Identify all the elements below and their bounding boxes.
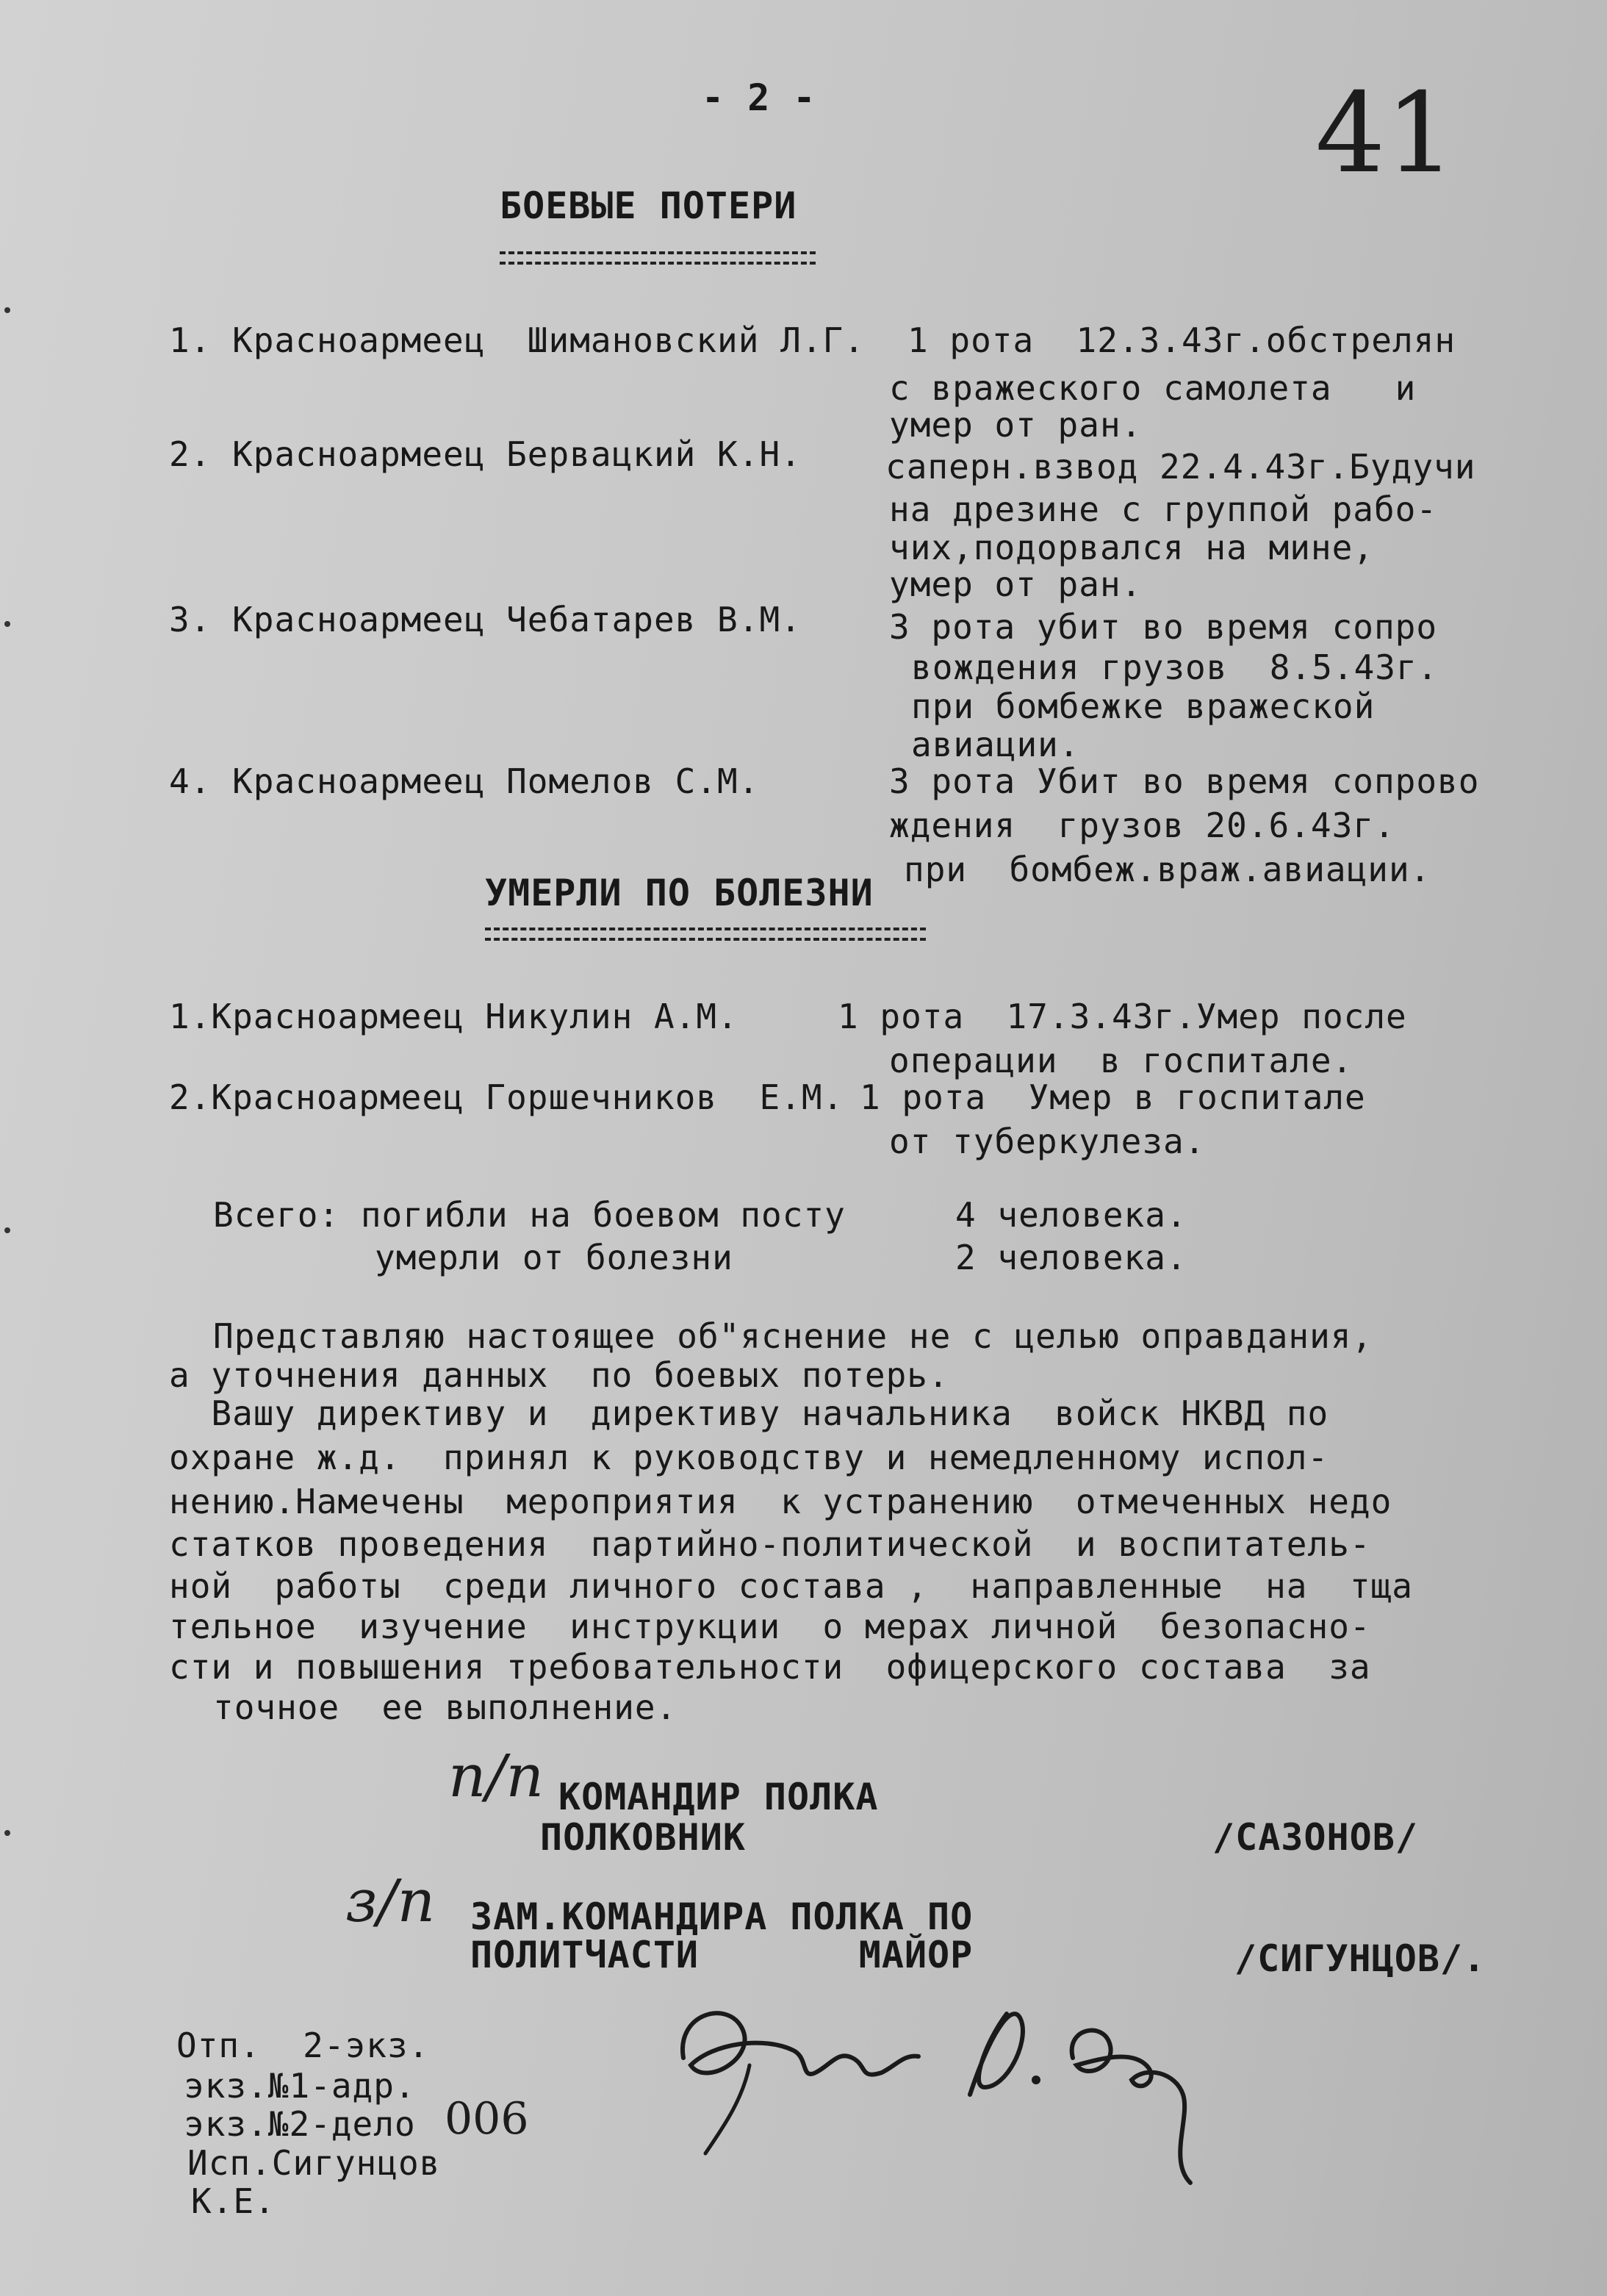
loss-detail-line: ждения грузов 20.6.43г. — [889, 806, 1395, 845]
signature-role: КОМАНДИР ПОЛКА — [558, 1776, 879, 1818]
died-of-illness-title: УМЕРЛИ ПО БОЛЕЗНИ — [485, 872, 874, 914]
loss-detail-line: умер от ран. — [889, 564, 1143, 604]
loss-detail-line: при бомбеж.враж.авиации. — [904, 850, 1431, 889]
paragraph-line: тельное изучение инструкции о мерах личной безопасно- — [169, 1607, 1371, 1646]
handwritten-signature — [661, 1970, 1279, 2190]
margin-speck — [4, 307, 10, 313]
signature-mark: п/п — [448, 1742, 544, 1810]
loss-detail-line: 3 рота Убит во время сопрово — [889, 761, 1480, 801]
distribution-line: экз.№1-адр. — [184, 2066, 416, 2106]
illness-detail-line: операции в госпитале. — [889, 1041, 1353, 1080]
loss-detail-line: на дрезине с группой рабо- — [889, 489, 1438, 529]
paragraph-line: Вашу директиву и директиву начальника войск НКВД по — [169, 1393, 1329, 1433]
signature-rank: ПОЛКОВНИК — [540, 1816, 746, 1859]
totals-label: умерли от болезни — [375, 1238, 733, 1277]
paragraph-line: статков проведения партийно-политической и воспитатель- — [169, 1524, 1371, 1564]
loss-person: 2. Красноармеец Бервацкий К.Н. — [169, 434, 802, 474]
paragraph-line: нению.Намечены мероприятия к устранению отмеченных недо — [169, 1482, 1392, 1521]
totals-value: 2 человека. — [955, 1238, 1187, 1277]
title-underline — [485, 928, 926, 941]
paragraph-line: охране ж.д. принял к руководству и немедленному испол- — [169, 1438, 1329, 1477]
margin-speck — [4, 1830, 10, 1836]
distribution-line: К.Е. — [191, 2181, 276, 2221]
signature-role: ЗАМ.КОМАНДИРА ПОЛКА ПО — [470, 1895, 974, 1938]
paragraph-line: Представляю настоящее об"яснение не с целью оправдания, — [213, 1316, 1373, 1356]
loss-detail-line: саперн.взвод 22.4.43г.Будучи — [885, 447, 1476, 487]
distribution-line: Исп.Сигунцов — [187, 2143, 441, 2183]
margin-speck — [4, 1227, 10, 1233]
case-number: 006 — [445, 2093, 529, 2145]
loss-detail-line: умер от ран. — [889, 405, 1143, 445]
loss-detail-line: вождения грузов 8.5.43г. — [911, 647, 1439, 687]
distribution-line: экз.№2-дело — [184, 2104, 416, 2144]
loss-detail-line: 3 рота убит во время сопро — [889, 607, 1438, 647]
signature-mark: з/п — [345, 1867, 436, 1935]
title-underline — [500, 251, 816, 265]
archive-number: 41 — [1315, 70, 1456, 198]
loss-person: 4. Красноармеец Помелов С.М. — [169, 761, 760, 801]
paragraph-line: сти и повышения требовательности офицерского состава за — [169, 1647, 1371, 1687]
paragraph-line: ной работы среди личного состава , направленные на тща — [169, 1566, 1413, 1606]
paragraph-line: точное ее выполнение. — [213, 1687, 677, 1727]
illness-person: 2.Красноармеец Горшечников Е.М. — [169, 1077, 844, 1117]
loss-detail-line: чих,подорвался на мине, — [889, 528, 1374, 567]
page-number: - 2 - — [702, 76, 816, 119]
signature-rank: ПОЛИТЧАСТИ МАЙОР — [470, 1934, 974, 1976]
loss-detail-line: с вражеского самолета и — [889, 368, 1417, 408]
totals-value: 4 человека. — [955, 1195, 1187, 1235]
loss-detail-line: авиации. — [911, 725, 1080, 764]
margin-speck — [4, 621, 10, 627]
illness-detail-line: 1 рота 17.3.43г.Умер после — [838, 997, 1407, 1036]
combat-losses-title: БОЕВЫЕ ПОТЕРИ — [500, 184, 797, 227]
loss-person: 1. Красноармеец Шимановский Л.Г. — [169, 320, 865, 360]
distribution-line: Отп. 2-экз. — [176, 2026, 430, 2065]
paragraph-line: а уточнения данных по боевых потерь. — [169, 1355, 949, 1395]
illness-detail-line: 1 рота Умер в госпитале — [860, 1077, 1366, 1117]
signature-name: /САЗОНОВ/ — [1212, 1816, 1418, 1859]
signature-name: /СИГУНЦОВ/. — [1234, 1937, 1486, 1980]
loss-detail-line: при бомбежке вражеской — [911, 686, 1376, 726]
loss-detail-line: 1 рота 12.3.43г.обстрелян — [907, 320, 1456, 360]
illness-person: 1.Красноармеец Никулин А.М. — [169, 997, 738, 1036]
illness-detail-line: от туберкулеза. — [889, 1122, 1206, 1161]
totals-label: Всего: погибли на боевом посту — [213, 1195, 846, 1235]
loss-person: 3. Красноармеец Чебатарев В.М. — [169, 600, 802, 639]
